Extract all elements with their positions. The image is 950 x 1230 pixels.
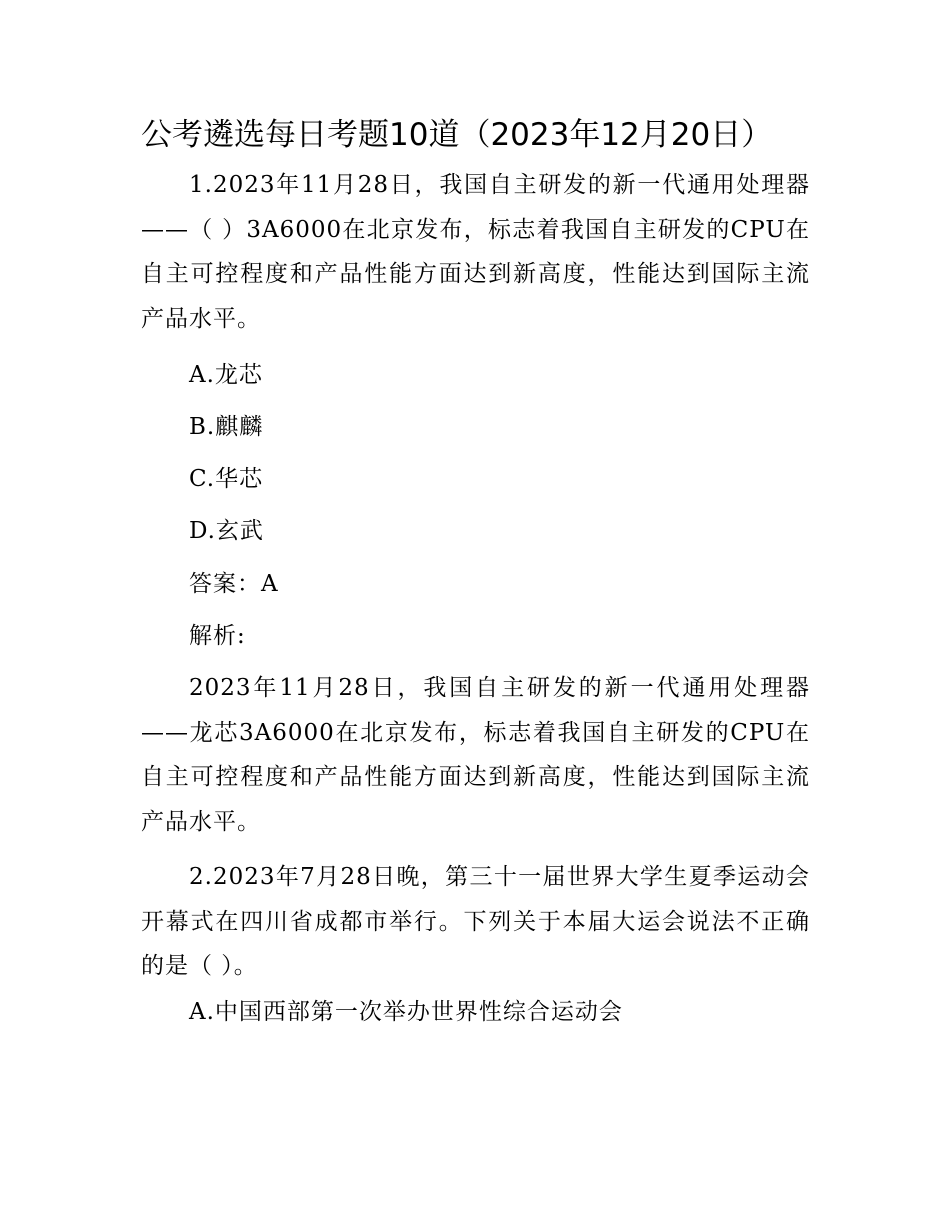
question-1-analysis-label: 解析: xyxy=(189,623,246,649)
question-2-stem: 2.2023年7月28日晚，第三十一届世界大学生夏季运动会开幕式在四川省成都市举行。下列关于本届大运会说法不正确的是（ ）。 xyxy=(141,864,810,979)
question-1-stem: 1.2023年11月28日，我国自主研发的新一代通用处理器——（ ）3A6000在北京发布，标志着我国自主研发的CPU在自主可控程度和产品性能方面达到新高度，性能达到国际主流产品水平。 xyxy=(141,172,810,332)
question-2-option-a: A.中国西部第一次举办世界性综合运动会 xyxy=(189,999,623,1025)
question-1-analysis: 2023年11月28日，我国自主研发的新一代通用处理器——龙芯3A6000在北京发布，标志着我国自主研发的CPU在自主可控程度和产品性能方面达到新高度，性能达到国际主流产品水平。 xyxy=(141,675,810,835)
question-1-option-d: D.玄武 xyxy=(189,518,264,544)
question-1-option-a: A.龙芯 xyxy=(189,362,263,388)
question-1-option-c: C.华芯 xyxy=(189,466,264,492)
question-1-option-b: B.麒麟 xyxy=(189,414,264,440)
page-title: 公考遴选每日考题10道（2023年12月20日） xyxy=(141,117,773,153)
question-1-answer: 答案：A xyxy=(189,571,279,597)
